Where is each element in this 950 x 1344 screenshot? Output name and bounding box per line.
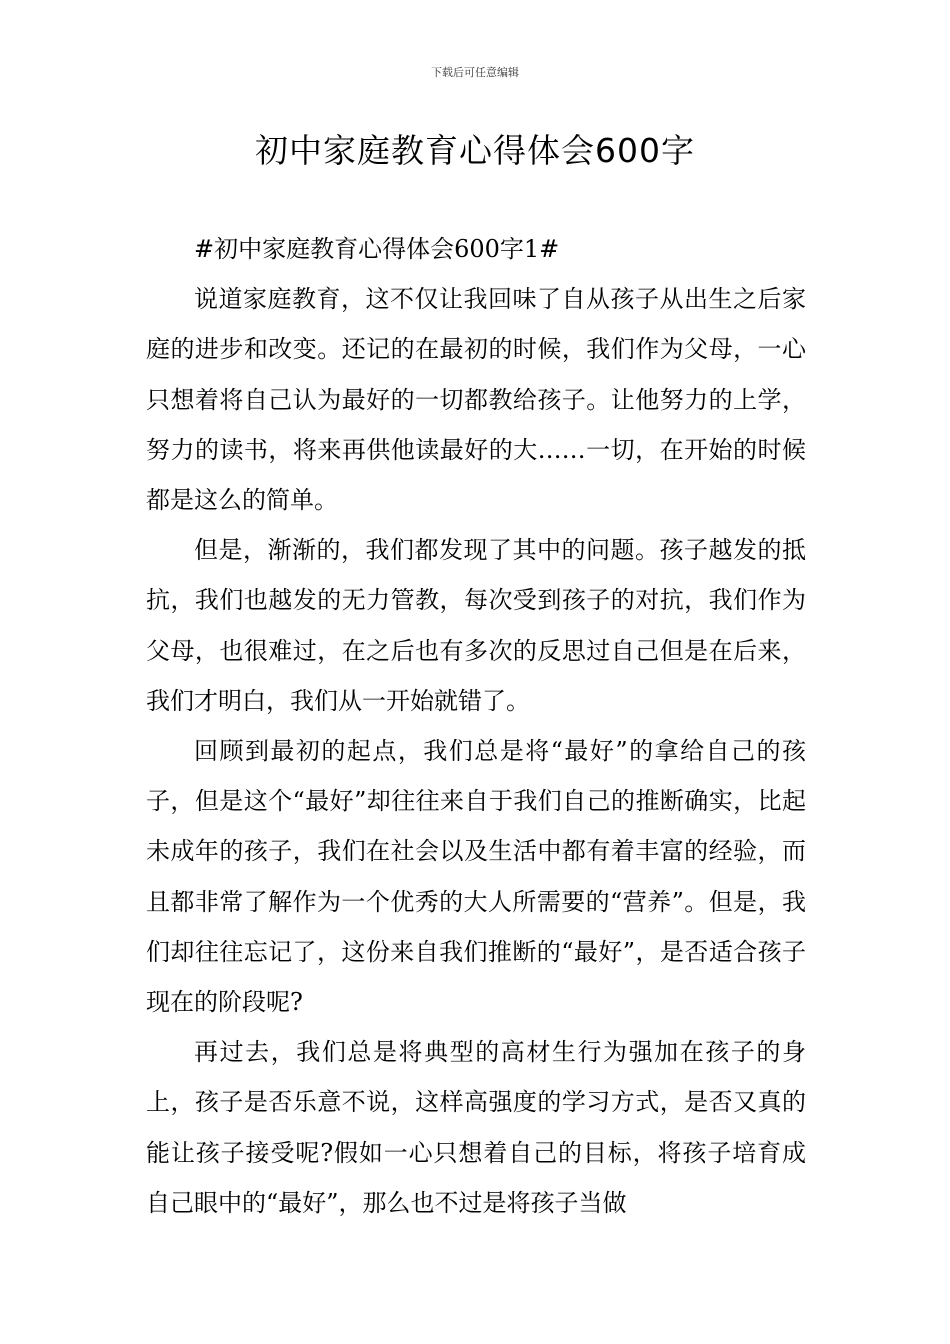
document-body [146,224,806,1228]
paragraph-3: 回顾到最初的起点，我们总是将“最好”的拿给自己的孩子，但是这个“最好”却往往来自于我们自己的推断确实，比起未成年的孩子，我们在社会以及生活中都有着丰富的经验，而且都非常了解作为一个优秀的大人所需要的“营养”。但是，我们却往往忘记了，这份来自我们推断的“最好”，是否适合孩子现在的阶段呢? [146,737,806,1017]
header-note: 下载后可任意编辑 [431,66,519,79]
paragraph-1: 说道家庭教育，这不仅让我回味了自从孩子从出生之后家庭的进步和改变。还记的在最初的时候，我们作为父母，一心只想着将自己认为最好的一切都教给孩子。让他努力的上学，努力的读书，将来再供他读最好的大……一切，在开始的时候都是这么的简单。 [146,285,806,515]
section-heading: #初中家庭教育心得体会600字1# [194,235,560,263]
paragraph-2: 但是，渐渐的，我们都发现了其中的问题。孩子越发的抵抗，我们也越发的无力管教，每次受到孩子的对抗，我们作为父母，也很难过，在之后也有多次的反思过自己但是在后来，我们才明白，我们从一开始就错了。 [146,536,806,715]
paragraph-4: 再过去，我们总是将典型的高材生行为强加在孩子的身上，孩子是否乐意不说，这样高强度的学习方式，是否又真的能让孩子接受呢?假如一心只想着自己的目标，将孩子培育成自己眼中的“最好”，那么也不过是将孩子当做 [146,1038,806,1217]
document-title: 初中家庭教育心得体会600字 [255,131,695,170]
